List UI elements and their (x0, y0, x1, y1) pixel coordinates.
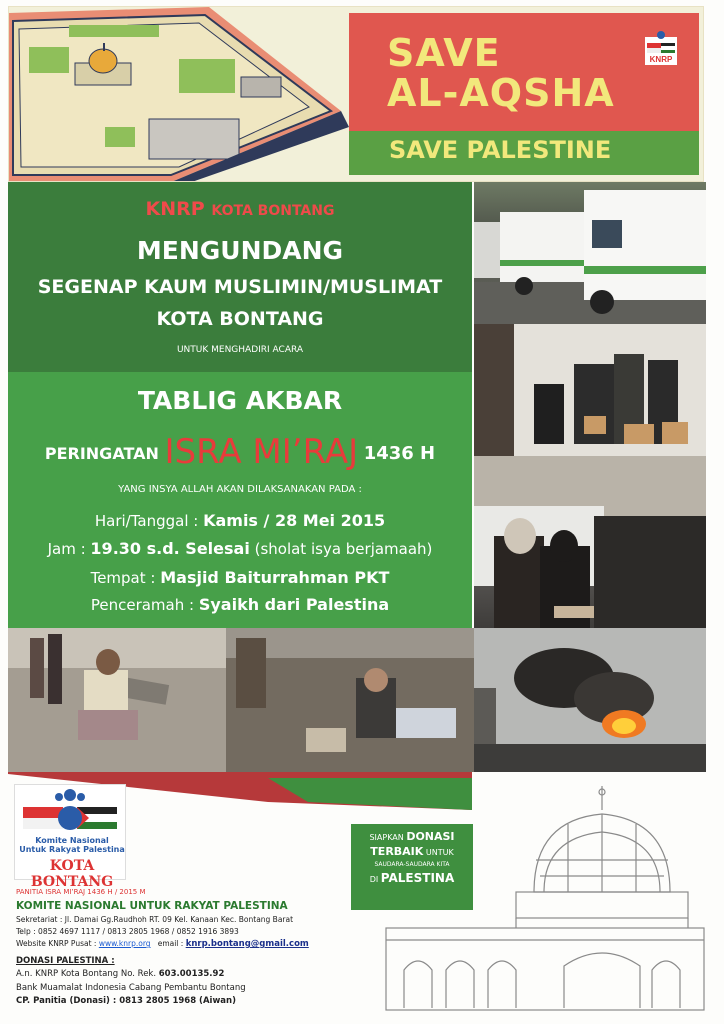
logo-city: KOTA BONTANG (30, 858, 114, 890)
donation-heading: DONASI PALESTINA : (16, 956, 115, 966)
commemoration-line (8, 432, 472, 472)
dome-of-rock-drawing (384, 780, 706, 1012)
event-panel (8, 372, 472, 628)
organization-name: KOMITE NASIONAL UNTUK RAKYAT PALESTINA (16, 900, 288, 912)
date-value: Kamis / 28 Mei 2015 (203, 511, 386, 530)
donation-contact: CP. Panitia (Donasi) : 0813 2805 1968 (Aiwan) (16, 996, 236, 1006)
header-title: SAVE AL-AQSHA (387, 31, 615, 115)
time-row: Jam : 19.30 s.d. Selesai (sholat isya berjamaah) (47, 539, 433, 558)
event-title: TABLIG AKBAR (137, 386, 343, 415)
organizer-line (8, 198, 472, 220)
speaker-row: Penceramah : Syaikh dari Palestina (90, 595, 390, 614)
committee-line: PANITIA ISRA MI’RAJ 1436 H / 2015 M (16, 888, 146, 896)
knrp-logo-icon (643, 29, 679, 67)
commemoration-prefix: PERINGATAN (44, 444, 159, 463)
place-row: Tempat : Masjid Baiturrahman PKT (90, 568, 390, 587)
email-link[interactable]: knrp.bontang@gmail.com (185, 939, 309, 949)
bank-name: Bank Muamalat Indonesia Cabang Pembantu Bontang (16, 983, 246, 993)
rubble-photo (226, 628, 474, 772)
speaker-value: Syaikh dari Palestina (198, 595, 390, 614)
logo-caption: Komite Nasional Untuk Rakyat Palestina (19, 836, 125, 854)
account-number: 603.00135.92 (158, 969, 225, 979)
place-value: Masjid Baiturrahman PKT (160, 568, 390, 587)
invitation-panel (8, 182, 472, 372)
flags-logo-icon (15, 785, 125, 835)
invite-heading: MENGUNDANG (136, 236, 344, 265)
al-aqsa-compound-illustration (9, 7, 349, 182)
organizer-acronym: KNRP (145, 198, 205, 220)
aid-delivery-photo (474, 324, 706, 456)
audience-line-1: SEGENAP KAUM MUSLIMIN/MUSLIMAT (37, 276, 443, 298)
header-subtitle: SAVE PALESTINE (389, 136, 612, 164)
phone-numbers: Telp : 0852 4697 1117 / 0813 2805 1968 / 0852 1916 3893 (16, 927, 239, 936)
secretariat-address: Sekretariat : Jl. Damai Gg.Raudhoh RT. 09 Kel. Kanaan Kec. Bontang Barat (16, 915, 294, 924)
attend-text: UNTUK MENGHADIRI ACARA (176, 345, 304, 355)
time-value: 19.30 s.d. Selesai (90, 539, 250, 558)
date-row: Hari/Tanggal : Kamis / 28 Mei 2015 (94, 511, 386, 530)
commemoration-year: 1436 H (363, 443, 436, 464)
refugees-photo (474, 456, 706, 628)
schedule-intro: YANG INSYA ALLAH AKAN DILAKSANAKAN PADA : (118, 484, 362, 495)
web-contact: Website KNRP Pusat : www.knrp.org email : knrp.bontang@gmail.com (16, 939, 309, 949)
airstrike-photo (474, 628, 706, 772)
header-banner (8, 6, 704, 182)
commemoration-highlight: ISRA MI’RAJ (164, 432, 359, 472)
account-line: A.n. KNRP Kota Bontang No. Rek. 603.00135.92 (16, 969, 225, 979)
audience-line-2: KOTA BONTANG (156, 308, 324, 330)
organizer-city: KOTA BONTANG (211, 203, 335, 219)
ambulances-photo (474, 182, 706, 324)
svg-text:KNRP: KNRP (649, 55, 673, 64)
donation-callout: SIAPKAN DONASI TERBAIK UNTUK SAUDARA-SAUDARA KITA DI PALESTINA (351, 824, 473, 910)
website-link[interactable]: www.knrp.org (98, 939, 151, 948)
rescue-photo (8, 628, 226, 772)
time-note: (sholat isya berjamaah) (249, 540, 433, 558)
